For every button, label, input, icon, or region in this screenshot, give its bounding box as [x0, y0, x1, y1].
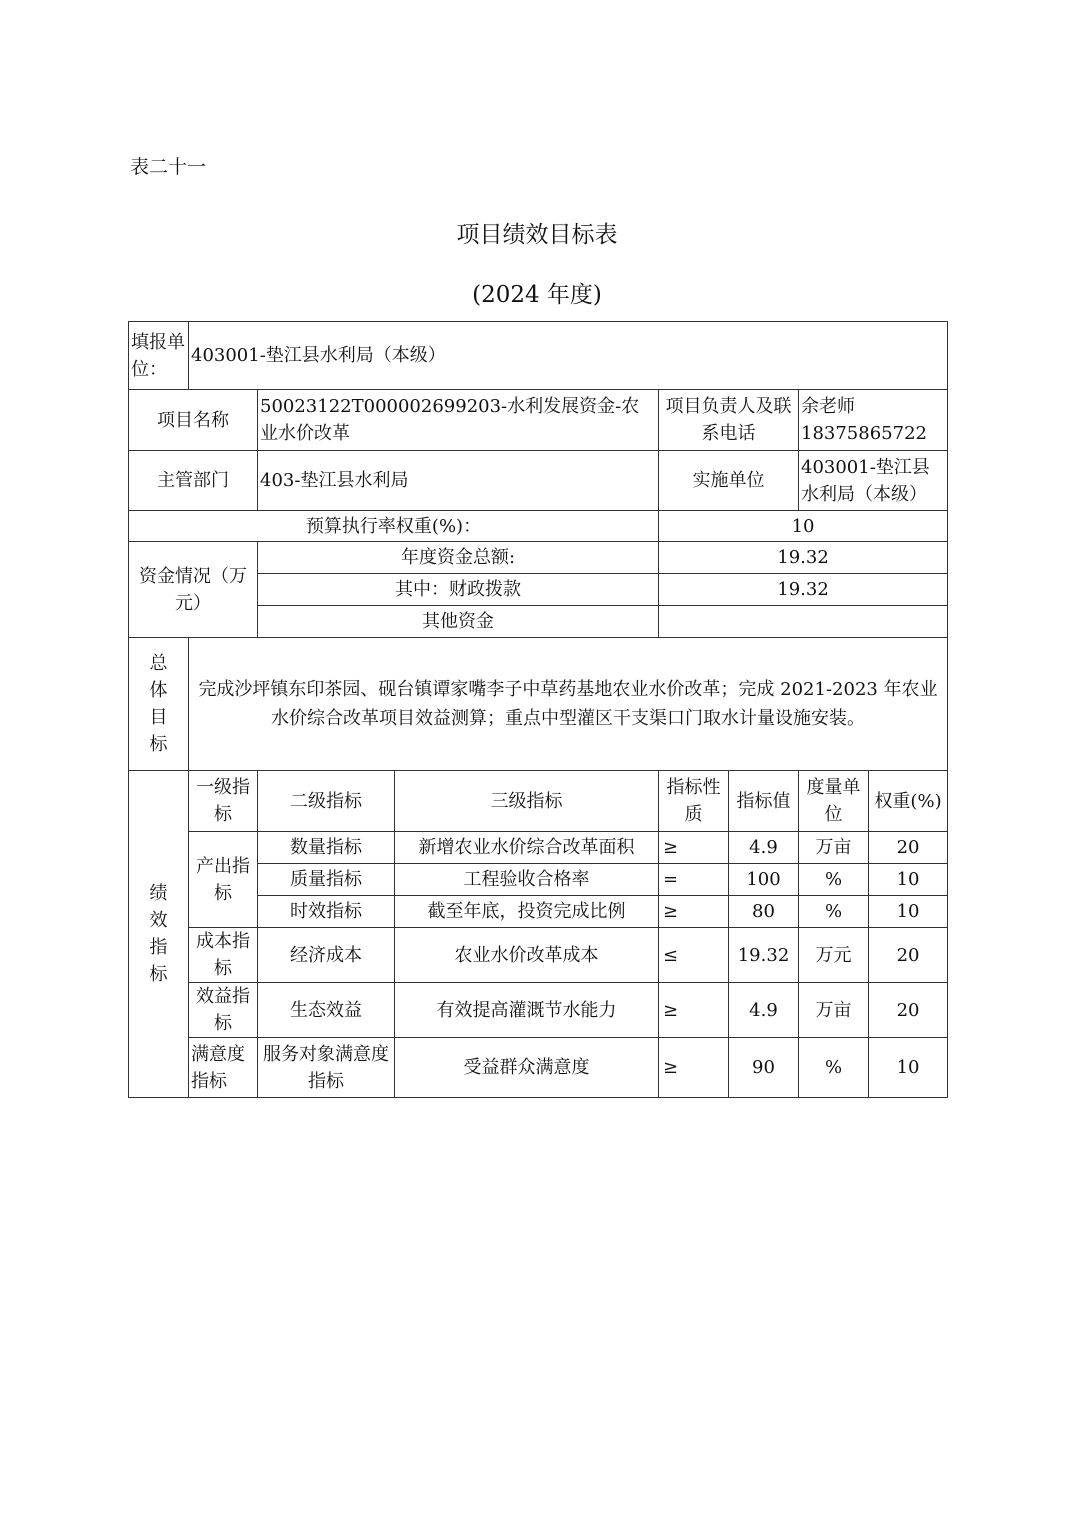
value-cell: 4.9 [729, 832, 799, 864]
unit-cell: 万元 [799, 928, 869, 983]
implementing-unit-value: 403001-垫江县水利局（本级） [799, 451, 948, 511]
nature-cell: ≥ [659, 983, 729, 1038]
header-weight: 权重(%) [869, 771, 948, 832]
overall-goal-label: 总体目标 [129, 638, 189, 771]
value-cell: 90 [729, 1038, 799, 1098]
table-row [129, 832, 948, 864]
level3-cell: 有效提高灌溉节水能力 [395, 983, 659, 1038]
table-row [129, 1038, 948, 1098]
table-row [129, 983, 948, 1038]
nature-cell: ≥ [659, 1038, 729, 1098]
overall-goal-text: 完成沙坪镇东印茶园、砚台镇谭家嘴李子中草药基地农业水价改革；完成 2021-2023 年农业水价综合改革项目效益测算；重点中型灌区干支渠口门取水计量设施安装。 [189, 638, 948, 771]
nature-cell: ≤ [659, 928, 729, 983]
level2-cell: 经济成本 [258, 928, 395, 983]
value-cell: 80 [729, 896, 799, 928]
weight-cell: 20 [869, 832, 948, 864]
fill-unit-value: 403001-垫江县水利局（本级） [189, 322, 948, 390]
funds-fiscal-label: 其中：财政拨款 [258, 574, 659, 606]
nature-cell: = [659, 864, 729, 896]
table-row [129, 928, 948, 983]
table-number: 表二十一 [130, 156, 207, 178]
project-leader-label: 项目负责人及联系电话 [659, 390, 799, 451]
header-level3: 三级指标 [395, 771, 659, 832]
level2-cell: 服务对象满意度指标 [258, 1038, 395, 1098]
level1-cell: 产出指标 [189, 832, 258, 928]
unit-cell: % [799, 896, 869, 928]
weight-cell: 20 [869, 928, 948, 983]
performance-target-table [128, 321, 948, 1098]
header-level1: 一级指标 [189, 771, 258, 832]
funds-total-value: 19.32 [659, 542, 948, 574]
funds-other-label: 其他资金 [258, 606, 659, 638]
project-name-label: 项目名称 [129, 390, 258, 451]
page-title: 项目绩效目标表 [456, 222, 618, 248]
department-label: 主管部门 [129, 451, 258, 511]
value-cell: 100 [729, 864, 799, 896]
page-subtitle-year: (2024 年度) [472, 282, 602, 308]
level1-cell: 效益指标 [189, 983, 258, 1038]
unit-cell: 万亩 [799, 832, 869, 864]
level3-cell: 受益群众满意度 [395, 1038, 659, 1098]
weight-cell: 10 [869, 1038, 948, 1098]
level2-cell: 数量指标 [258, 832, 395, 864]
header-level2: 二级指标 [258, 771, 395, 832]
funds-total-label: 年度资金总额: [258, 542, 659, 574]
unit-cell: % [799, 864, 869, 896]
department-value: 403-垫江县水利局 [258, 451, 659, 511]
level3-cell: 截至年底，投资完成比例 [395, 896, 659, 928]
nature-cell: ≥ [659, 896, 729, 928]
project-leader-name: 余老师 [801, 396, 855, 417]
fill-unit-label: 填报单位： [129, 322, 189, 390]
level2-cell: 时效指标 [258, 896, 395, 928]
unit-cell: % [799, 1038, 869, 1098]
weight-cell: 10 [869, 896, 948, 928]
level2-cell: 质量指标 [258, 864, 395, 896]
weight-cell: 20 [869, 983, 948, 1038]
header-nature: 指标性质 [659, 771, 729, 832]
value-cell: 4.9 [729, 983, 799, 1038]
project-leader-contact [799, 390, 948, 451]
project-leader-phone: 18375865722 [801, 423, 927, 444]
funds-other-value [659, 606, 948, 638]
unit-cell: 万亩 [799, 983, 869, 1038]
funds-fiscal-value: 19.32 [659, 574, 948, 606]
header-unit: 度量单位 [799, 771, 869, 832]
level1-cell: 满意度指标 [189, 1038, 258, 1098]
nature-cell: ≥ [659, 832, 729, 864]
header-value: 指标值 [729, 771, 799, 832]
funds-label: 资金情况（万元） [129, 542, 258, 638]
budget-rate-label: 预算执行率权重(%)： [129, 511, 659, 542]
level3-cell: 农业水价改革成本 [395, 928, 659, 983]
implementing-unit-label: 实施单位 [659, 451, 799, 511]
project-name-value: 50023122T000002699203-水利发展资金-农业水价改革 [258, 390, 659, 451]
level1-cell: 成本指标 [189, 928, 258, 983]
performance-indicators-label: 绩效指标 [129, 771, 189, 1098]
budget-rate-value: 10 [659, 511, 948, 542]
value-cell: 19.32 [729, 928, 799, 983]
weight-cell: 10 [869, 864, 948, 896]
level2-cell: 生态效益 [258, 983, 395, 1038]
level3-cell: 工程验收合格率 [395, 864, 659, 896]
level3-cell: 新增农业水价综合改革面积 [395, 832, 659, 864]
